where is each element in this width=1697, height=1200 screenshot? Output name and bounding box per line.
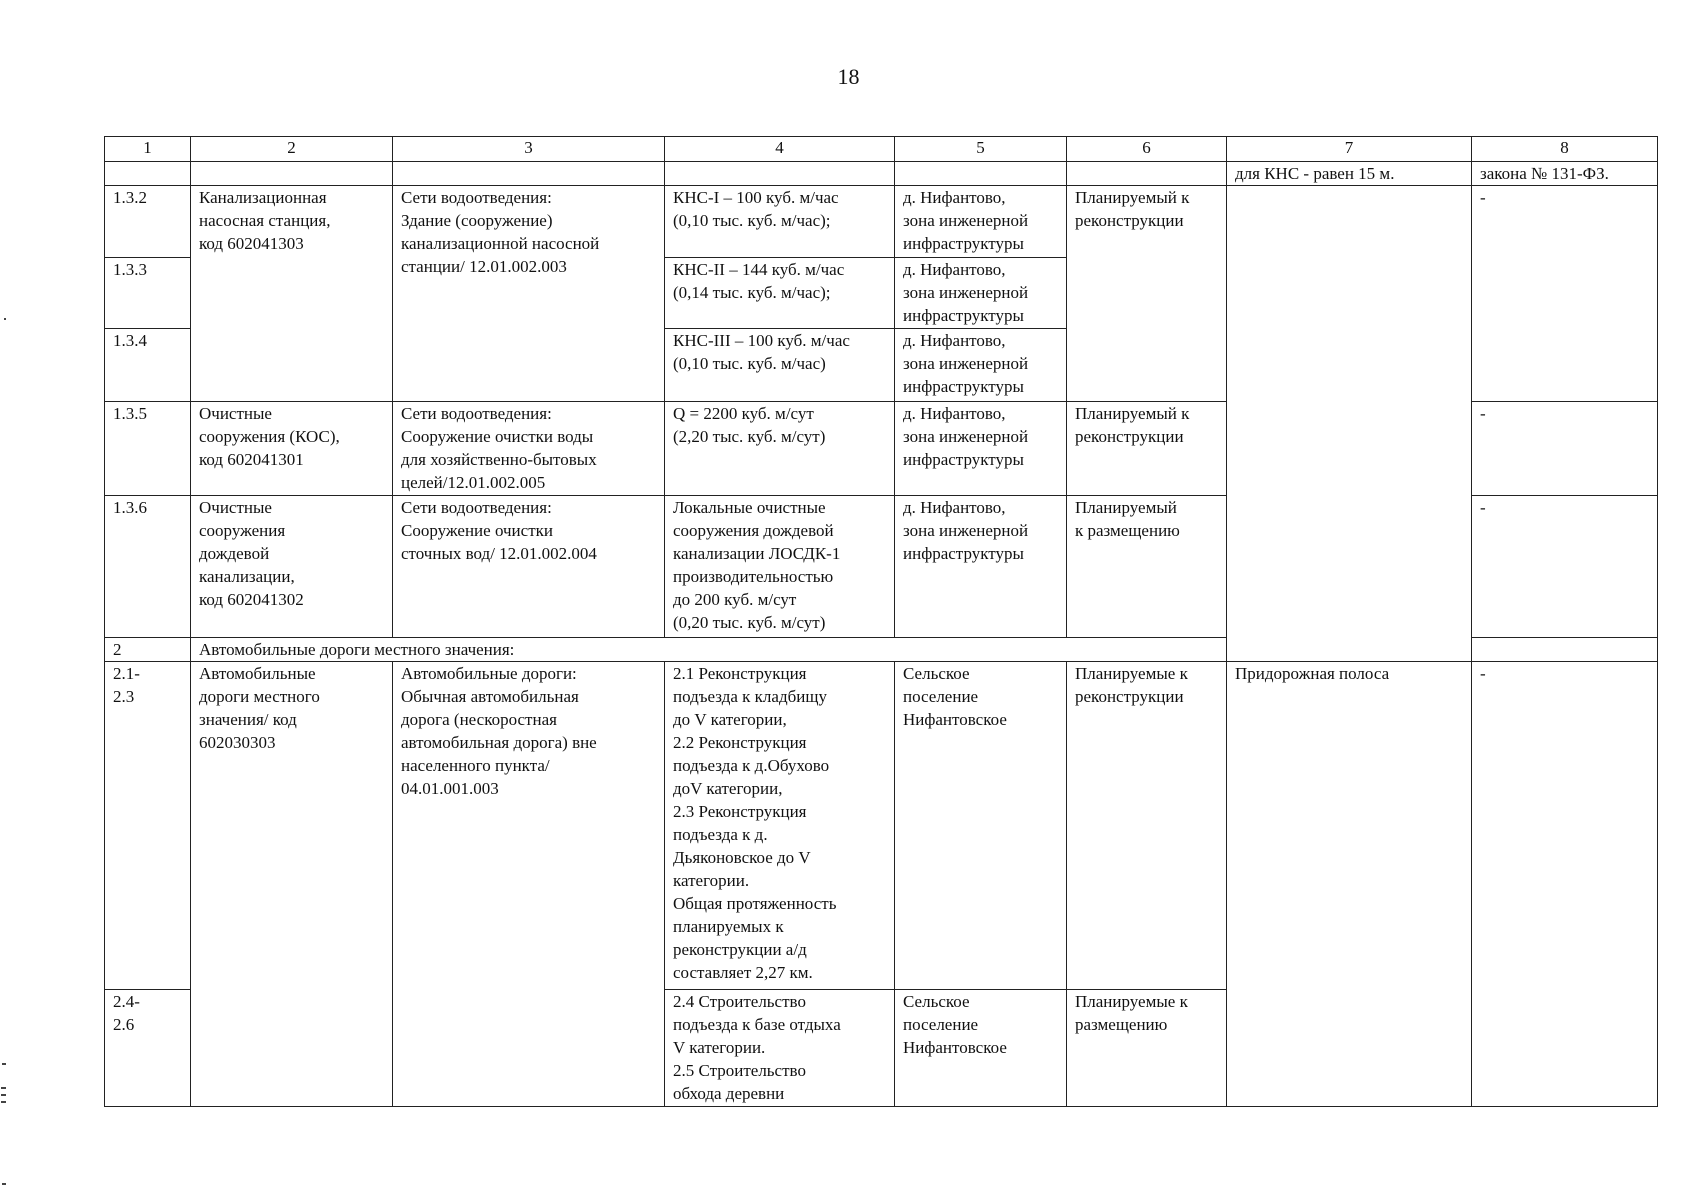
status-cell: Планируемый к размещению	[1067, 496, 1227, 638]
characteristics-cell: КНС-III – 100 куб. м/час (0,10 тыс. куб. м/час)	[665, 329, 895, 402]
row-number: 1.3.3	[105, 258, 191, 329]
margin-mark	[4, 318, 6, 320]
table-cell	[191, 162, 393, 186]
characteristics-cell: 2.1 Реконструкция подъезда к кладбищу до V категории, 2.2 Реконструкция подъезда к д.Обухово доV категории, 2.3 Реконструкция подъезда к д. Дьяконовское до V категории. Общая протяженность планируемых к реконструкции а/д составляет 2,27 км.	[665, 662, 895, 990]
section-row	[105, 638, 1658, 662]
location-cell: д. Нифантово, зона инженерной инфраструктуры	[895, 496, 1067, 638]
zone-cell: Придорожная полоса	[1227, 662, 1472, 1107]
object-name-cell: Очистные сооружения дождевой канализации, код 602041302	[191, 496, 393, 638]
note-cell: -	[1472, 402, 1658, 496]
purpose-cell: Сети водоотведения: Сооружение очистки воды для хозяйственно-бытовых целей/12.01.002.005	[393, 402, 665, 496]
table-cell	[105, 162, 191, 186]
zone-cell	[1227, 186, 1472, 662]
status-cell: Планируемые к реконструкции	[1067, 662, 1227, 990]
row-number: 1.3.4	[105, 329, 191, 402]
margin-mark	[1, 1101, 6, 1103]
table-row	[105, 662, 1658, 990]
location-cell: д. Нифантово, зона инженерной инфраструктуры	[895, 402, 1067, 496]
note-cell: -	[1472, 496, 1658, 638]
column-number: 5	[895, 137, 1067, 162]
status-cell: Планируемый к реконструкции	[1067, 186, 1227, 402]
table-cell	[393, 162, 665, 186]
object-name-cell: Очистные сооружения (КОС), код 602041301	[191, 402, 393, 496]
column-number-row	[105, 137, 1658, 162]
location-cell: д. Нифантово, зона инженерной инфраструктуры	[895, 329, 1067, 402]
column-number: 8	[1472, 137, 1658, 162]
purpose-cell: Сети водоотведения: Сооружение очистки сточных вод/ 12.01.002.004	[393, 496, 665, 638]
characteristics-cell: Локальные очистные сооружения дождевой канализации ЛОСДК-1 производительностью до 200 куб. м/сут (0,20 тыс. куб. м/сут)	[665, 496, 895, 638]
row-number: 2.1- 2.3	[105, 662, 191, 990]
status-cell: Планируемый к реконструкции	[1067, 402, 1227, 496]
table-cell	[895, 162, 1067, 186]
location-cell: д. Нифантово, зона инженерной инфраструктуры	[895, 186, 1067, 258]
column-number: 3	[393, 137, 665, 162]
margin-mark	[2, 1063, 6, 1065]
status-cell: Планируемые к размещению	[1067, 990, 1227, 1107]
row-number: 1.3.6	[105, 496, 191, 638]
object-name-cell: Канализационная насосная станция, код 602041303	[191, 186, 393, 402]
column-number: 1	[105, 137, 191, 162]
characteristics-cell: 2.4 Строительство подъезда к базе отдыха V категории. 2.5 Строительство обхода деревни	[665, 990, 895, 1107]
table-cell	[1067, 162, 1227, 186]
note-cell: -	[1472, 186, 1658, 402]
location-cell: д. Нифантово, зона инженерной инфраструктуры	[895, 258, 1067, 329]
purpose-cell: Автомобильные дороги: Обычная автомобильная дорога (нескоростная автомобильная дорога) вне населенного пункта/ 04.01.001.003	[393, 662, 665, 1107]
note-cell: закона № 131-ФЗ.	[1472, 162, 1658, 186]
planning-table	[104, 136, 1658, 1107]
table-row	[105, 186, 1658, 258]
continuation-row	[105, 162, 1658, 186]
row-number: 1.3.2	[105, 186, 191, 258]
column-number: 7	[1227, 137, 1472, 162]
characteristics-cell: КНС-II – 144 куб. м/час (0,14 тыс. куб. м/час);	[665, 258, 895, 329]
page-number: 18	[837, 64, 860, 89]
characteristics-cell: Q = 2200 куб. м/сут (2,20 тыс. куб. м/сут)	[665, 402, 895, 496]
zone-cell: для КНС - равен 15 м.	[1227, 162, 1472, 186]
margin-mark	[1, 1087, 6, 1089]
section-number: 2	[105, 638, 191, 662]
characteristics-cell: КНС-I – 100 куб. м/час (0,10 тыс. куб. м/час);	[665, 186, 895, 258]
column-number: 4	[665, 137, 895, 162]
row-number: 1.3.5	[105, 402, 191, 496]
purpose-cell: Сети водоотведения: Здание (сооружение) канализационной насосной станции/ 12.01.002.003	[393, 186, 665, 402]
column-number: 2	[191, 137, 393, 162]
margin-mark	[1, 1094, 6, 1096]
location-cell: Сельское поселение Нифантовское	[895, 662, 1067, 990]
row-number: 2.4- 2.6	[105, 990, 191, 1107]
section-title: Автомобильные дороги местного значения:	[191, 638, 1658, 662]
note-cell: -	[1472, 662, 1658, 1107]
column-number: 6	[1067, 137, 1227, 162]
table-cell	[665, 162, 895, 186]
object-name-cell: Автомобильные дороги местного значения/ код 602030303	[191, 662, 393, 1107]
margin-mark	[2, 1183, 6, 1185]
location-cell: Сельское поселение Нифантовское	[895, 990, 1067, 1107]
